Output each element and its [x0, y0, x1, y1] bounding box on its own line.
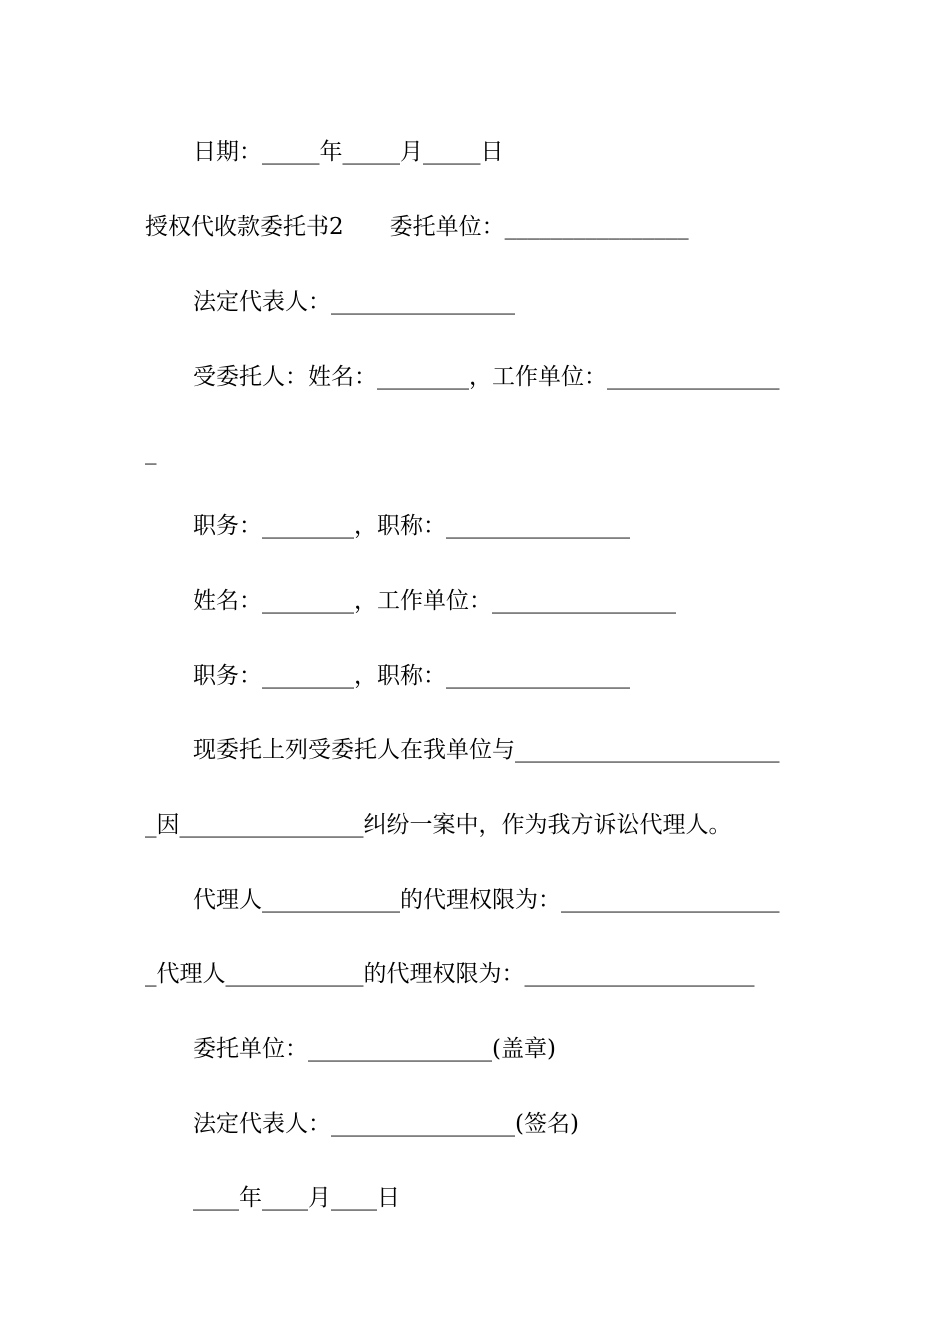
position-title-line-2: 职务：________，职称：________________ [193, 663, 630, 689]
trustee-unit-continuation-line: _ [145, 439, 157, 465]
signing-date-line: ____年____月____日 [193, 1185, 400, 1211]
entrustment-statement-line: 现委托上列受委托人在我单位与_______________________ [193, 737, 780, 763]
position-title-line-1: 职务：________，职称：________________ [193, 513, 630, 539]
dispute-case-line: _因________________纠纷一案中，作为我方诉讼代理人。 [145, 812, 732, 838]
second-trustee-name-unit-line: 姓名：________，工作单位：________________ [193, 588, 676, 614]
trustee-name-unit-line: 受委托人：姓名：________，工作单位：_______________ [193, 364, 780, 390]
legal-representative-line: 法定代表人：________________ [193, 289, 515, 315]
agent-authority-line-2: _代理人____________的代理权限为：____________________ [145, 961, 755, 987]
agent-authority-line-1: 代理人____________的代理权限为：___________________ [193, 887, 780, 913]
entrusting-unit-seal-line: 委托单位：________________(盖章) [193, 1036, 556, 1062]
title-and-entrusting-unit-line: 授权代收款委托书2 委托单位：________________ [145, 214, 689, 240]
legal-representative-signature-line: 法定代表人：________________(签名) [193, 1111, 579, 1137]
date-line: 日期：_____年_____月_____日 [193, 139, 504, 165]
